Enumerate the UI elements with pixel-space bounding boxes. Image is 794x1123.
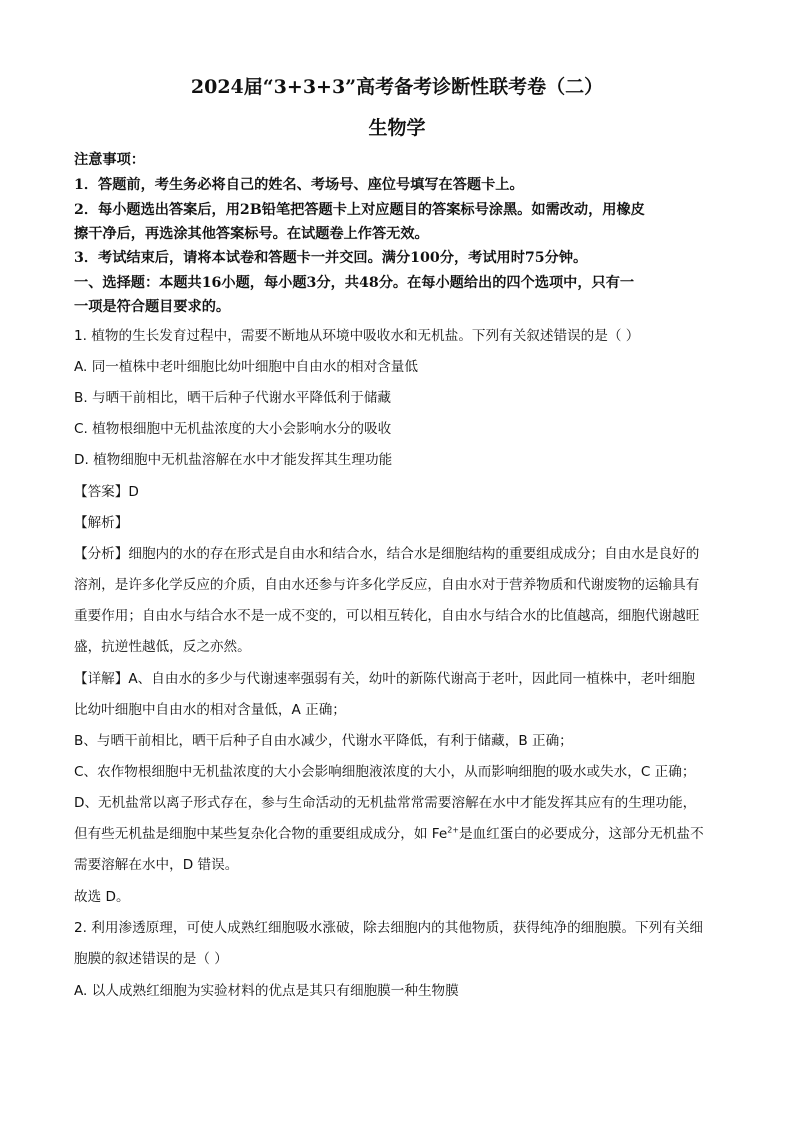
section-heading-line-1: 一、选择题：本题共16小题，每小题3分，共48分。在每小题给出的四个选项中，只有一: [74, 275, 635, 291]
page-subtitle: 生物学: [368, 117, 426, 139]
iron-ion-charge-superscript: 2+: [447, 825, 459, 835]
analysis-xiangjie-line-6-part-2: 是血红蛋白的必要成分，这部分无机盐不: [459, 826, 704, 842]
question-1-conclusion: 故选 D。: [74, 889, 130, 905]
notice-item-2-line-2: 擦干净后，再选涂其他答案标号。在试题卷上作答无效。: [74, 226, 429, 242]
notice-item-3: 3．考试结束后，请将本试卷和答题卡一并交回。满分100分，考试用时75分钟。: [74, 250, 588, 266]
analysis-xiangjie-line-1: 【详解】A、自由水的多少与代谢速率强弱有关，幼叶的新陈代谢高于老叶，因此同一植株中，老叶细胞: [74, 671, 696, 687]
analysis-xiangjie-line-4: C、农作物根细胞中无机盐浓度的大小会影响细胞液浓度的大小，从而影响细胞的吸水或失水，C 正确；: [74, 764, 696, 780]
analysis-fenxi-line-3: 重要作用；自由水与结合水不是一成不变的，可以相互转化，自由水与结合水的比值越高，细胞代谢越旺: [74, 608, 700, 624]
analysis-xiangjie-line-3: B、与晒干前相比，晒干后种子自由水减少，代谢水平降低，有利于储藏，B 正确；: [74, 733, 573, 749]
analysis-fenxi-line-2: 溶剂，是许多化学反应的介质，自由水还参与许多化学反应，自由水对于营养物质和代谢废物的运输具有: [74, 577, 700, 593]
question-2-stem-line-1: 2. 利用渗透原理，可使人成熟红细胞吸水涨破，除去细胞内的其他物质，获得纯净的细胞膜。下列有关细: [74, 920, 704, 936]
analysis-fenxi-line-1: 【分析】细胞内的水的存在形式是自由水和结合水，结合水是细胞结构的重要组成成分；自由水是良好的: [74, 546, 700, 562]
question-1-option-b: B. 与晒干前相比，晒干后种子代谢水平降低利于储藏: [74, 390, 392, 406]
question-2-stem-line-2: 胞膜的叙述错误的是（ ）: [74, 951, 228, 967]
analysis-xiangjie-line-7: 需要溶解在水中，D 错误。: [74, 857, 239, 873]
question-2-option-a: A. 以人成熟红细胞为实验材料的优点是其只有细胞膜一种生物膜: [74, 983, 459, 999]
analysis-xiangjie-line-6-part-1: 但有些无机盐是细胞中某些复杂化合物的重要组成成分，如 Fe: [74, 826, 448, 842]
analysis-xiangjie-line-5: D、无机盐常以离子形式存在，参与生命活动的无机盐常常需要溶解在水中才能发挥其应有的生理功能，: [74, 795, 697, 811]
analysis-xiangjie-line-2: 比幼叶细胞中自由水的相对含量低，A 正确；: [74, 702, 346, 718]
question-1-option-a: A. 同一植株中老叶细胞比幼叶细胞中自由水的相对含量低: [74, 359, 418, 375]
notice-item-1: 1．答题前，考生务必将自己的姓名、考场号、座位号填写在答题卡上。: [74, 177, 524, 193]
analysis-xiangjie-line-6: [74, 822, 704, 842]
page-title: 2024届“3+3+3”高考备考诊断性联考卷（二）: [190, 76, 604, 98]
section-heading-line-2: 一项是符合题目要求的。: [74, 299, 231, 315]
notice-item-2-line-1: 2．每小题选出答案后，用2B铅笔把答题卡上对应题目的答案标号涂黑。如需改动，用橡皮: [74, 202, 645, 218]
question-1-option-c: C. 植物根细胞中无机盐浓度的大小会影响水分的吸收: [74, 421, 392, 437]
question-1-option-d: D. 植物细胞中无机盐溶解在水中才能发挥其生理功能: [74, 452, 393, 468]
question-1-stem: 1. 植物的生长发育过程中，需要不断地从环境中吸收水和无机盐。下列有关叙述错误的是（ ）: [74, 328, 640, 344]
notice-heading: 注意事项：: [74, 152, 145, 168]
analysis-fenxi-line-4: 盛，抗逆性越低，反之亦然。: [74, 639, 251, 655]
question-1-answer: 【答案】D: [74, 484, 139, 500]
question-1-analysis-label: 【解析】: [74, 515, 129, 531]
